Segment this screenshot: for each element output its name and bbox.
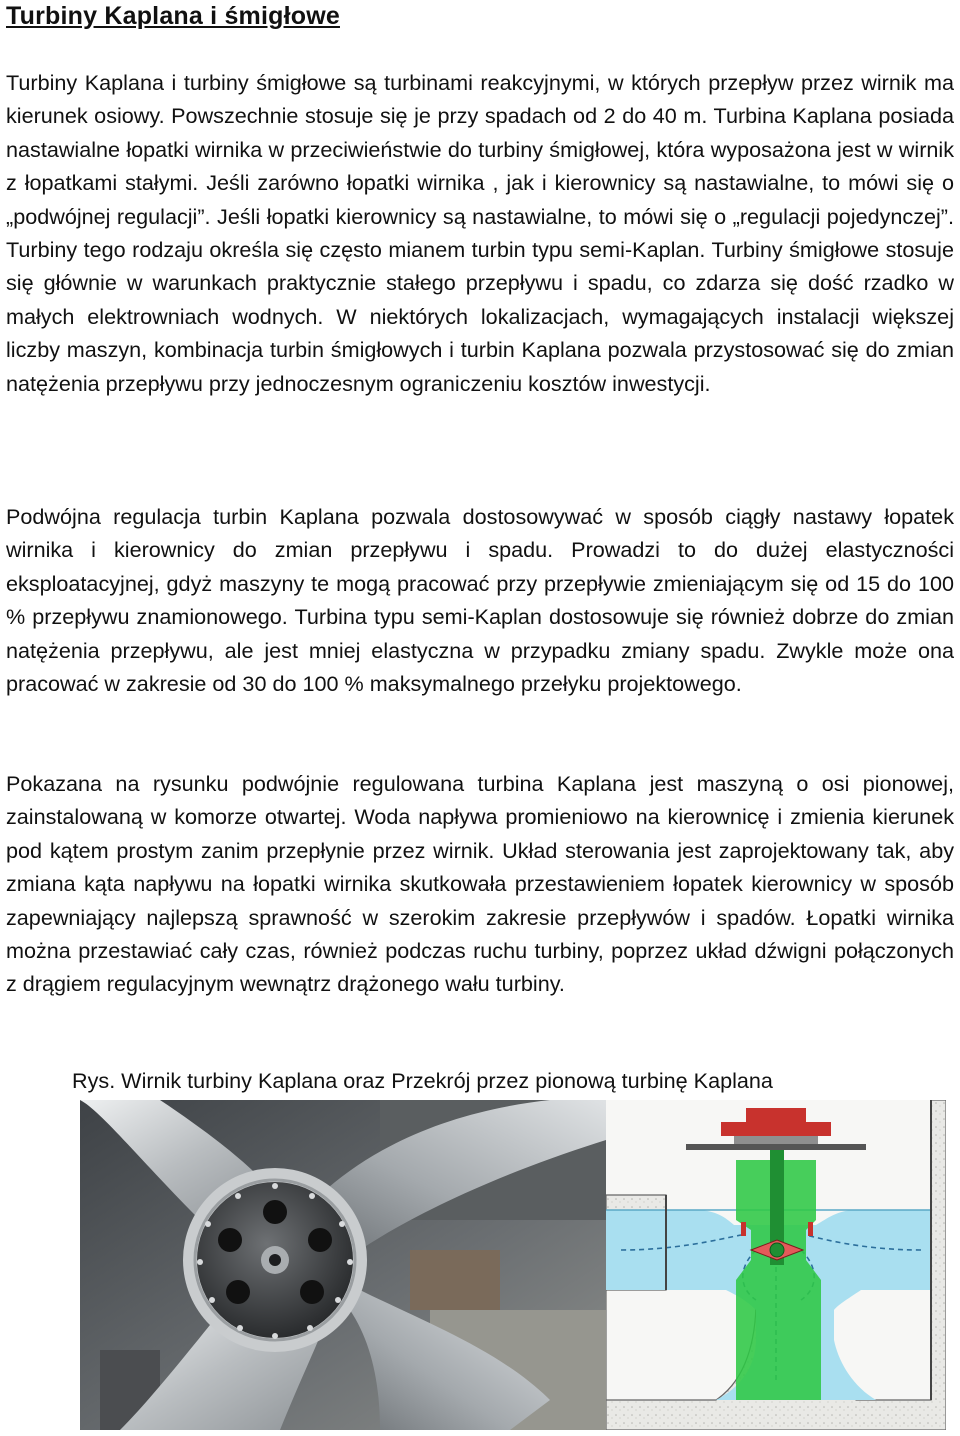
kaplan-runner-photo (80, 1100, 606, 1430)
paragraph-vertical-turbine: Pokazana na rysunku podwójnie regulowana turbina Kaplana jest maszyną o osi pionowej, zainstalowaną w komorze otwartej. Woda napływa promieniowo na kierownicę i zmienia kierunek pod kątem prostym zanim przepłynie przez wirnik. Układ sterowania jest zaprojektowany tak, aby zmiana kąta napływu na łopatki wirnika skutkowała przestawieniem łopatek kierownicy w sposób zapewniający najlepszą sprawność w szerokim zakresie przepływów i spadów. Łopatki wirnika można przestawiać cały czas, również podczas ruchu turbiny, poprzez układ dźwigni połączonych z drągiem regulacyjnym wewnątrz drążonego wału turbiny. (6, 771, 954, 997)
kaplan-cross-section-diagram (606, 1100, 946, 1430)
page-title: Turbiny Kaplana i śmigłowe (6, 2, 340, 30)
paragraph-double-regulation: Podwójna regulacja turbin Kaplana pozwala dostosowywać w sposób ciągły nastawy łopatek wirnika i kierownicy do zmian przepływu i spadu. Prowadzi to do dużej elastyczności eksploatacyjnej, gdyż maszyny te mogą pracować przy przepływie zmieniającym się od 15 do 100 % przepływu znamionowego. Turbina typu semi-Kaplan dostosowuje się również dobrze do zmian natężenia przepływu, ale jest mniej elastyczna w przypadku zmiany spadu. Zwykle może ona pracować w zakresie od 30 do 100 % maksymalnego przełyku projektowego. (6, 504, 954, 697)
paragraph-intro: Turbiny Kaplana i turbiny śmigłowe są turbinami reakcyjnymi, w których przepływ przez wirnik ma kierunek osiowy. Powszechnie stosuje się je przy spadach od 2 do 40 m. Turbina Kaplana posiada nastawialne łopatki wirnika w przeciwieństwie do turbiny śmigłowej, która wyposażona jest w wirnik z łopatkami stałymi. Jeśli zarówno łopatki wirnika , jak i kierownicy są nastawialne, to mówi się o „podwójnej regulacji”. Jeśli łopatki kierownicy są nastawialne, to mówi się o „regulacji pojedynczej”. Turbiny tego rodzaju określa się często mianem turbin typu semi-Kaplan. Turbiny śmigłowe stosuje się głównie w warunkach praktycznie stałego przepływu i spadu, co zdarza się dość rzadko w małych elektrowniach wodnych. W niektórych lokalizacjach, wymagających instalacji większej liczby maszyn, kombinacja turbin śmigłowych i turbin Kaplana pozwala przystosować się do zmian natężenia przepływu przy jednoczesnym ograniczeniu kosztów inwestycji. (6, 70, 954, 396)
figure-caption: Rys. Wirnik turbiny Kaplana oraz Przekrój przez pionową turbinę Kaplana (72, 1068, 773, 1093)
